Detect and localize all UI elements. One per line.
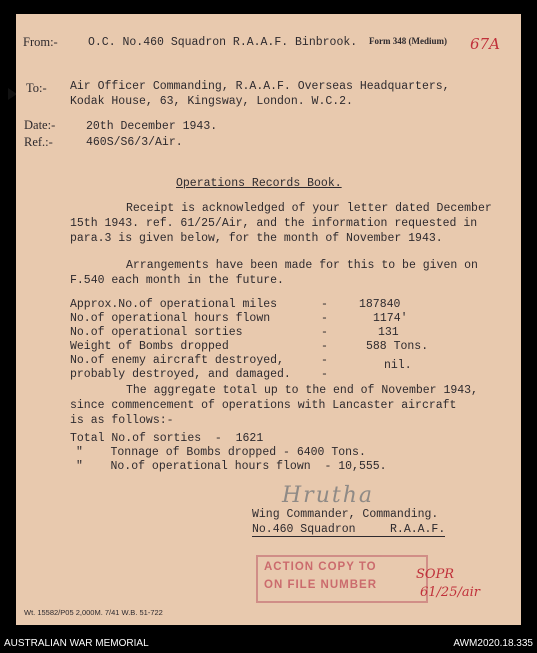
stat-label: Approx.No.of operational miles	[70, 298, 278, 311]
stat-dash: -	[321, 298, 328, 311]
form-number: Form 348 (Medium)	[369, 36, 447, 46]
para2-line: Arrangements have been made for this to be given on	[126, 259, 478, 272]
signatory-title: Wing Commander, Commanding.	[252, 508, 439, 521]
signature: Hrutha	[282, 483, 374, 508]
footer-accession-number: AWM2020.18.335	[453, 638, 533, 649]
total-line: Total No.of sorties - 1621	[70, 432, 264, 445]
date-label: Date:-	[24, 118, 56, 132]
stat-dash: -	[321, 340, 328, 353]
from-text: O.C. No.460 Squadron R.A.A.F. Binbrook.	[88, 36, 358, 49]
para2-line: F.540 each month in the future.	[70, 274, 284, 287]
from-label: From:-	[23, 35, 58, 49]
stat-dash: -	[321, 326, 328, 339]
document-page	[16, 14, 521, 625]
stat-value: nil.	[384, 359, 412, 372]
stamp-line-1: ACTION COPY TO	[264, 561, 377, 573]
para1-line: 15th 1943. ref. 61/25/Air, and the information requested in	[70, 217, 478, 230]
para1-line: Receipt is acknowledged of your letter dated December	[126, 202, 492, 215]
stat-dash: -	[321, 312, 328, 325]
stamp-handwriting: SOPR	[416, 567, 455, 582]
stat-label: probably destroyed, and damaged.	[70, 368, 291, 381]
signatory-unit: No.460 Squadron R.A.A.F.	[252, 523, 446, 536]
stat-dash: -	[321, 354, 328, 367]
to-line-1: Air Officer Commanding, R.A.A.F. Overseas Headquarters,	[70, 80, 450, 93]
to-label: To:-	[26, 81, 47, 95]
stat-label: No.of operational hours flown	[70, 312, 271, 325]
stat-value: 187840	[359, 298, 401, 311]
printer-imprint: Wt. 15582/P05 2,000M. 7/41 W.B. 51-722	[24, 608, 163, 617]
stat-value: 588 Tons.	[366, 340, 429, 353]
para1-line: para.3 is given below, for the month of November 1943.	[70, 232, 443, 245]
ref-label: Ref.:-	[24, 135, 53, 149]
stat-label: No.of enemy aircraft destroyed,	[70, 354, 284, 367]
stat-dash: -	[321, 368, 328, 381]
stamp-line-2: ON FILE NUMBER	[264, 579, 378, 591]
footer-institution: AUSTRALIAN WAR MEMORIAL	[4, 638, 149, 649]
ref-text: 460S/S6/3/Air.	[86, 136, 183, 149]
action-copy-stamp	[256, 555, 428, 603]
folio-number: 67A	[470, 35, 500, 53]
stamp-handwriting: 61/25/air	[420, 585, 480, 600]
date-text: 20th December 1943.	[86, 120, 218, 133]
subject-heading: Operations Records Book.	[176, 177, 342, 190]
para3-line: since commencement of operations with Lancaster aircraft	[70, 399, 457, 412]
para3-line: The aggregate total up to the end of November 1943,	[126, 384, 478, 397]
total-line: " Tonnage of Bombs dropped - 6400 Tons.	[76, 446, 366, 459]
stat-label: Weight of Bombs dropped	[70, 340, 229, 353]
stat-value: 1174'	[373, 312, 408, 325]
to-line-2: Kodak House, 63, Kingsway, London. W.C.2.	[70, 95, 353, 108]
stat-label: No.of operational sorties	[70, 326, 243, 339]
stat-value: 131	[378, 326, 399, 339]
total-line: " No.of operational hours flown - 10,555.	[76, 460, 387, 473]
para3-line: is as follows:-	[70, 414, 174, 427]
